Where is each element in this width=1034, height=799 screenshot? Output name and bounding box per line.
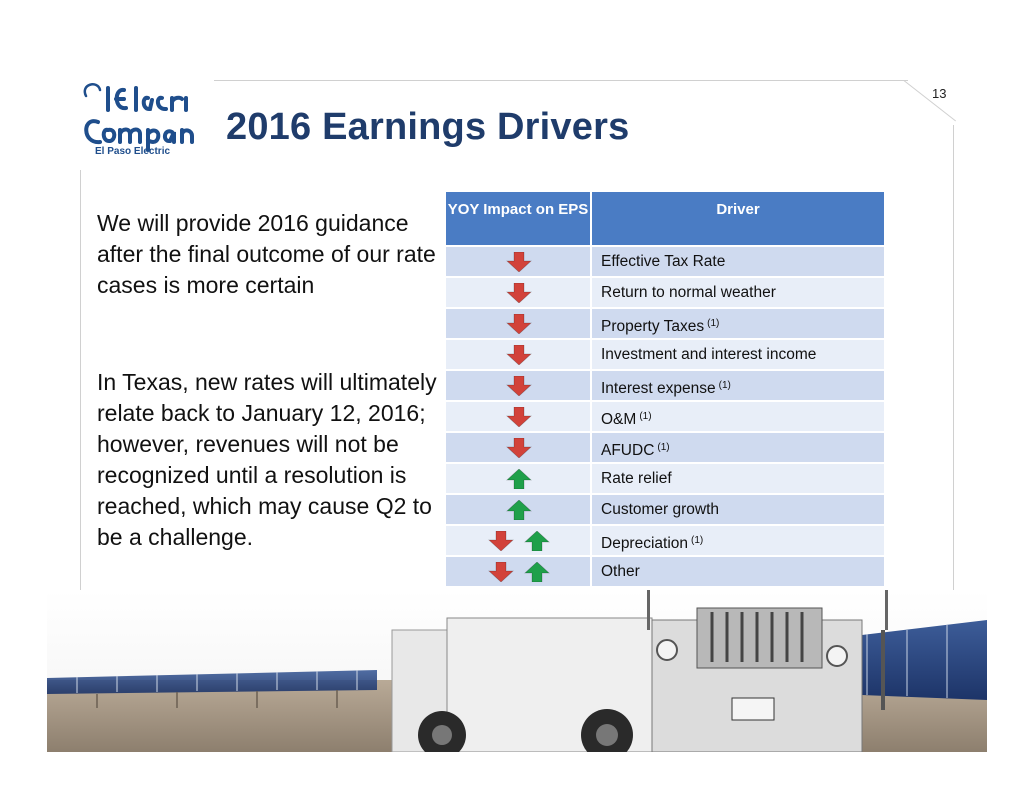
arrow-down-icon — [506, 283, 532, 303]
driver-cell — [592, 433, 884, 462]
arrow-down-icon — [506, 438, 532, 458]
table-row — [446, 462, 884, 493]
driver-cell — [592, 309, 884, 338]
driver-label: Customer growth — [601, 501, 720, 518]
driver-cell — [592, 340, 884, 369]
header-driver: Driver — [592, 192, 884, 245]
arrow-up-icon — [506, 500, 532, 520]
table-row — [446, 400, 884, 431]
impact-cell — [446, 309, 592, 338]
arrow-down-icon — [506, 376, 532, 396]
impact-cell — [446, 464, 592, 493]
table-row — [446, 369, 884, 400]
table-row — [446, 307, 884, 338]
driver-cell — [592, 464, 884, 493]
driver-cell — [592, 495, 884, 524]
arrow-down-icon — [506, 252, 532, 272]
driver-label: Return to normal weather — [601, 284, 776, 301]
impact-cell — [446, 557, 592, 586]
table-row — [446, 431, 884, 462]
table-header-row — [446, 192, 884, 245]
driver-label: Investment and interest income — [601, 346, 817, 363]
impact-cell — [446, 526, 592, 555]
impact-cell — [446, 402, 592, 431]
impact-cell — [446, 247, 592, 276]
driver-footnote-marker: (1) — [639, 411, 652, 422]
driver-footnote-marker: (1) — [657, 442, 670, 453]
body-paragraph-guidance: We will provide 2016 guidance after the final outcome of our rate cases is more certain — [97, 210, 436, 298]
driver-cell — [592, 557, 884, 586]
impact-cell — [446, 371, 592, 400]
driver-cell — [592, 278, 884, 307]
driver-footnote-marker: (1) — [707, 318, 720, 329]
driver-label: O&M — [601, 411, 637, 428]
earnings-drivers-table — [446, 192, 884, 586]
header-yoy-impact: YOY Impact on EPS — [446, 192, 592, 245]
arrow-down-icon — [488, 531, 514, 551]
driver-label: Depreciation — [601, 535, 689, 552]
logo-caption: El Paso Electric — [95, 146, 171, 157]
impact-arrows — [446, 559, 592, 584]
impact-arrows — [446, 342, 592, 367]
driver-label: Rate relief — [601, 470, 672, 487]
page-title: 2016 Earnings Drivers — [226, 106, 630, 148]
driver-label: AFUDC — [601, 442, 655, 459]
table-row — [446, 245, 884, 276]
table-row — [446, 493, 884, 524]
driver-cell — [592, 371, 884, 400]
arrow-up-icon — [506, 469, 532, 489]
impact-cell — [446, 340, 592, 369]
driver-footnote-marker: (1) — [691, 535, 704, 546]
frame-line-corner — [903, 80, 956, 121]
page-number: 13 — [932, 86, 947, 101]
arrow-down-icon — [506, 345, 532, 365]
impact-arrows — [446, 497, 592, 522]
driver-cell — [592, 247, 884, 276]
impact-arrows — [446, 373, 592, 398]
driver-label: Effective Tax Rate — [601, 253, 726, 270]
driver-label: Property Taxes — [601, 318, 705, 335]
arrow-up-icon — [524, 531, 550, 551]
driver-footnote-marker: (1) — [718, 380, 731, 391]
frame-line-top — [214, 80, 908, 81]
body-paragraph-texas-rates: In Texas, new rates will ultimately relate back to January 12, 2016; however, revenues will not be recognized until a resolution is reached, which may cause Q2 to be a challenge. — [97, 369, 437, 550]
driver-label: Other — [601, 563, 640, 580]
driver-cell — [592, 402, 884, 431]
impact-arrows — [446, 311, 592, 336]
impact-arrows — [446, 528, 592, 553]
impact-arrows — [446, 466, 592, 491]
impact-arrows — [446, 435, 592, 460]
solar-field-truck-photo — [47, 590, 987, 752]
table-row — [446, 338, 884, 369]
table-row — [446, 276, 884, 307]
table-body — [446, 245, 884, 586]
impact-arrows — [446, 280, 592, 305]
arrow-down-icon — [506, 407, 532, 427]
impact-cell — [446, 495, 592, 524]
impact-arrows — [446, 249, 592, 274]
driver-label: Interest expense — [601, 380, 716, 397]
table-row — [446, 524, 884, 555]
arrow-down-icon — [488, 562, 514, 582]
arrow-up-icon — [524, 562, 550, 582]
impact-arrows — [446, 404, 592, 429]
arrow-down-icon — [506, 314, 532, 334]
driver-cell — [592, 526, 884, 555]
impact-cell — [446, 433, 592, 462]
table-row — [446, 555, 884, 586]
impact-cell — [446, 278, 592, 307]
frame-line-right — [953, 125, 954, 595]
